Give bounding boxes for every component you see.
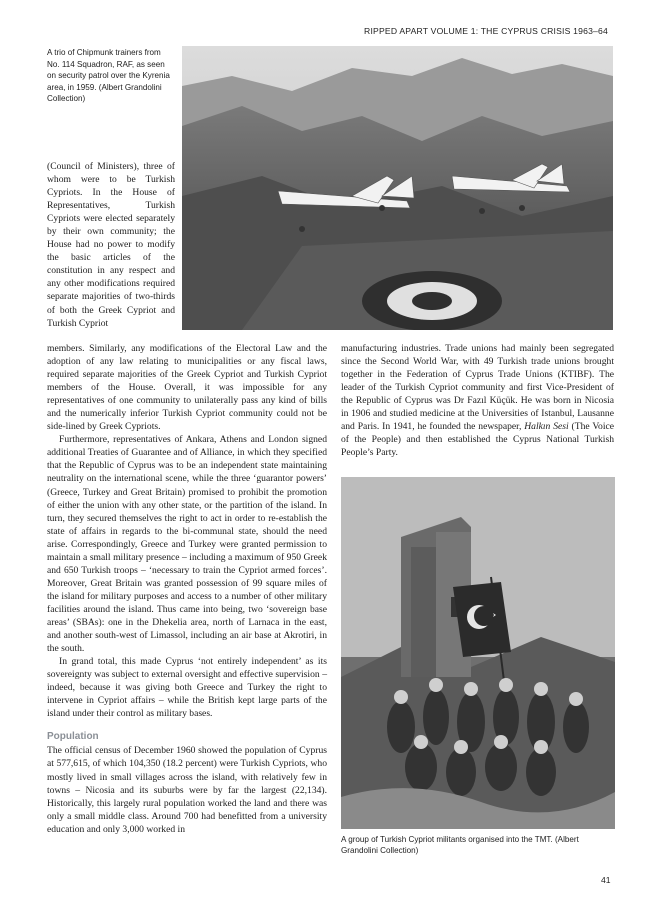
running-header: RIPPED APART VOLUME 1: THE CYPRUS CRISIS 1963–64 xyxy=(364,26,608,36)
paragraph: Furthermore, representatives of Ankara, Athens and London signed additional Treaties of Guarantee and of Alliance, in which they specified that the Republic of Cyprus was to be an independent state maintaining neutrality on the international scene, while the three ‘guarantor powers’ (Greece, Turkey and Great Britain) promised to prohibit the promotion of either the union with any other state, or the partition of the island. In turn, they secured themselves the right to act in order to re-establish the state of affairs in regards to the bi-communal state, should the need arise. Correspondingly, Greece and Turkey were granted permission to maintain a small military presence – including a maximum of 950 Greek and 650 Turkish troops – ‘necessary to train the Cypriot armed forces’. Moreover, Great Britain was granted possession of 99 square miles of the island for military purposes and access to a number of other military facilities around the island. Thus came into being, two ‘sovereign base areas’ (SBAs): one in the Dhekelia area, north of Larnaca in the east, and another south-west of Limassol, including an air base at Akrotiri, in the south. xyxy=(47,434,327,655)
page-number: 41 xyxy=(601,875,611,885)
chipmunk-trainers-photo xyxy=(182,46,613,330)
tmt-militants-photo xyxy=(341,477,615,829)
paragraph-text: (The Voice of the People) and then established the Cyprus National Turkish People’s Party. xyxy=(341,421,614,459)
paragraph: The official census of December 1960 showed the population of Cyprus at 577,615, of which 104,350 (18.2 percent) were Turkish Cypriots, who mostly lived in small villages across the island, with relatively few in towns – Nicosia and its suburbs were by far the largest (22,134). Historically, this largely rural population worked the land and there was only a small middle class. Around 700 had benefitted from a university education and only 3,000 worked in xyxy=(47,745,327,835)
paragraph-text: manufacturing industries. Trade unions had mainly been segregated since the Second World War, with 49 Turkish trade unions brought together in the Federation of Cyprus Trade Unions (KTIBF). The leader of the Turkish Cypriot community and first Vice-President of the Republic of Cyprus was Dr Fazıl Küçük. He was born in Nicosia in 1906 and studied medicine at the Universities of Istanbul, Lausanne and Paris. In 1941, he founded the newspaper, xyxy=(341,343,614,433)
paragraph: members. Similarly, any modifications of the Electoral Law and the adoption of any law relating to municipalities or any fiscal laws, required separate majorities of the Greek Cypriot and Turkish Cypriot members of the House. Overall, it was impossible for any representatives of one community to unilaterally pass any kind of bills and the numerically inferior Turkish Cypriot community could not be side-lined by Greek Cypriots. xyxy=(47,343,327,433)
paragraph: (Council of Ministers), three of whom were to be Turkish Cypriots. In the House of Representatives, Turkish Cypriots were elected separately by their own community; the House had no power to modify the basic articles of the constitution in any respect and any other modifications required separate majorities of two-thirds of both the Greek Cypriot and Turkish Cypriot xyxy=(47,161,175,329)
narrow-column-text xyxy=(47,160,175,330)
section-heading: Population xyxy=(47,731,99,743)
top-photo-caption: A trio of Chipmunk trainers from No. 114 Squadron, RAF, as seen on security patrol over the Kyrenia area, in 1959. (Albert Grandolini Collection) xyxy=(47,48,170,103)
left-column xyxy=(47,342,327,836)
paragraph: In grand total, this made Cyprus ‘not entirely independent’ as its sovereignty was subject to external oversight and effective supervision – indeed, because it was giving both Greece and Turkey the right to intervene in Cypriot affairs – while the British kept large parts of the island under their control as military bases. xyxy=(47,656,327,720)
newspaper-title: Halkın Sesi xyxy=(524,421,569,433)
bottom-photo-caption: A group of Turkish Cypriot militants organised into the TMT. (Albert Grandolini Collection) xyxy=(341,835,579,855)
right-column xyxy=(341,342,614,459)
paragraph xyxy=(341,342,614,459)
